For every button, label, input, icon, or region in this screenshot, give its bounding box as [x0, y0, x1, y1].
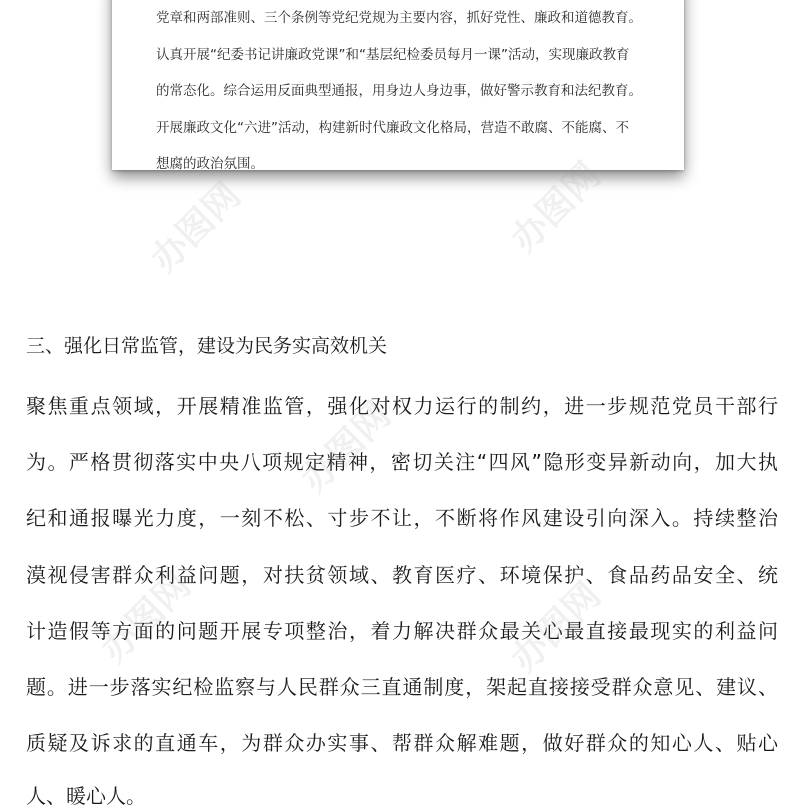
card-line: 的常态化。综合运用反面典型通报，用身边人身边事，做好警示教育和法纪教育。 [156, 83, 642, 99]
card-line: 认真开展“纪委书记讲廉政党课”和“基层纪检委员每月一课”活动，实现廉政教育 [156, 47, 630, 63]
watermark: 办图网 [93, 564, 199, 671]
card-line: 想腐的政治氛围。 [156, 156, 264, 172]
paragraph-line: 题。进一步落实纪检监察与人民群众三直通制度，架起直接接受群众意见、建议、 [26, 675, 778, 699]
document-card [112, 0, 684, 170]
watermark: 办图网 [503, 574, 609, 681]
paragraph-line: 人、暖心人。 [26, 784, 146, 808]
watermark: 办图网 [293, 394, 399, 501]
paragraph-line: 计造假等方面的问题开展专项整治，着力解决群众最关心最直接最现实的利益问 [26, 619, 778, 643]
watermark: 办图网 [143, 174, 249, 281]
paragraph-line: 为。严格贯彻落实中央八项规定精神，密切关注“四风”隐形变异新动向，加大执 [26, 450, 778, 474]
paragraph-line: 聚焦重点领域，开展精准监管，强化对权力运行的制约，进一步规范党员干部行 [26, 394, 778, 418]
section-heading: 三、强化日常监管，建设为民务实高效机关 [26, 335, 388, 357]
card-line: 党章和两部准则、三个条例等党纪党规为主要内容，抓好党性、廉政和道德教育。 [156, 10, 642, 26]
card-line: 开展廉政文化“六进”活动，构建新时代廉政文化格局，营造不敢腐、不能腐、不 [156, 120, 629, 136]
paragraph-line: 质疑及诉求的直通车，为群众办实事、帮群众解难题，做好群众的知心人、贴心 [26, 731, 778, 755]
paragraph-line: 漠视侵害群众利益问题，对扶贫领域、教育医疗、环境保护、食品药品安全、统 [26, 563, 778, 587]
paragraph-line: 纪和通报曝光力度，一刻不松、寸步不让，不断将作风建设引向深入。持续整治 [26, 506, 778, 530]
watermark: 办图网 [503, 154, 609, 261]
